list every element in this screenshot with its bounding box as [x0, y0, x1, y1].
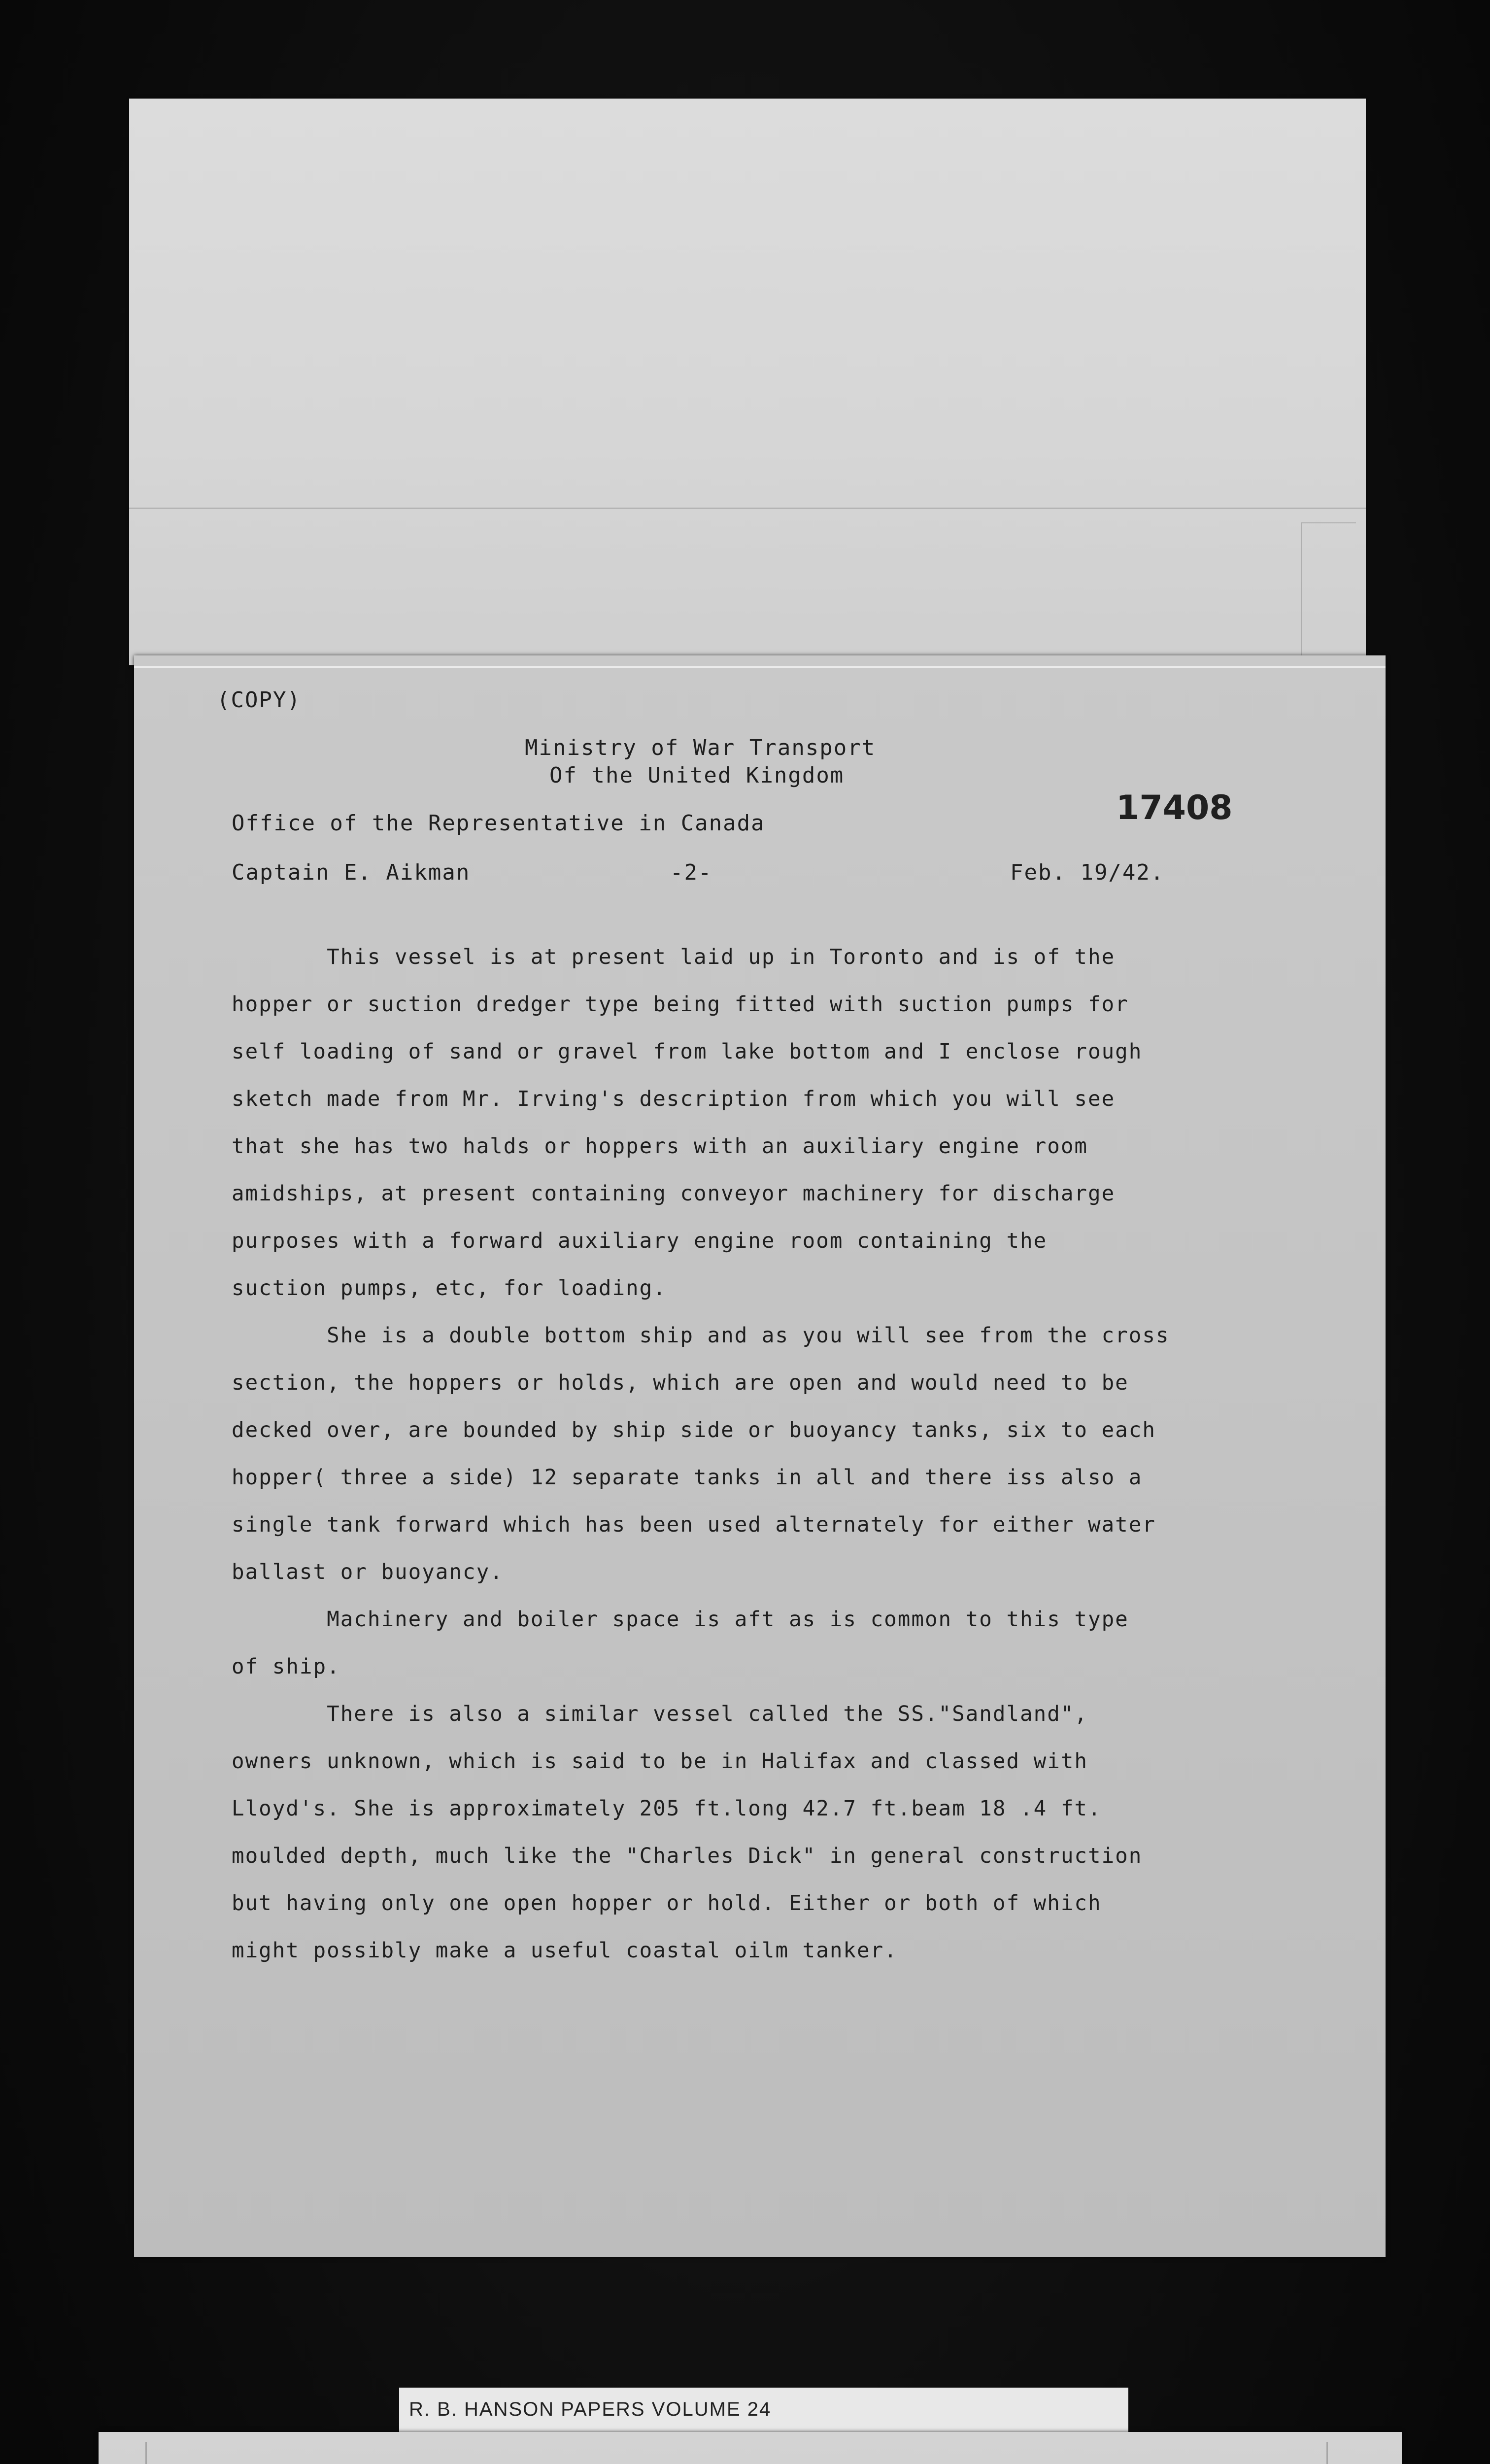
archive-stamp-card: [99, 2432, 1402, 2464]
body-line: owners unknown, which is said to be in Halifax and classed with: [232, 1749, 1088, 1774]
collection-label: R. B. HANSON PAPERS VOLUME 24: [409, 2398, 772, 2420]
body-line: hopper( three a side) 12 separate tanks in all and there iss also a: [232, 1466, 1143, 1490]
letter-body: [232, 934, 1170, 1975]
card-left-margin: [99, 2442, 147, 2464]
top-blank-sheet: [129, 99, 1366, 665]
body-line: decked over, are bounded by ship side or buoyancy tanks, six to each: [232, 1418, 1156, 1442]
body-line: might possibly make a useful coastal oilm tanker.: [232, 1939, 898, 1963]
file-number-stamp: 17408: [1116, 788, 1233, 827]
body-line: moulded depth, much like the "Charles Dick" in general construction: [232, 1844, 1143, 1868]
body-line: Machinery and boiler space is aft as is common to this type: [232, 1608, 1129, 1632]
body-line: single tank forward which has been used alternately for either water: [232, 1513, 1156, 1537]
body-line: of ship.: [232, 1655, 340, 1679]
letter-recipient: Captain E. Aikman: [232, 860, 471, 885]
body-line: sketch made from Mr. Irving's description from which you will see: [232, 1087, 1116, 1111]
card-right-margin: [1326, 2442, 1402, 2464]
letter-date: Feb. 19/42.: [1010, 860, 1165, 885]
body-line: There is also a similar vessel called the SS."Sandland",: [232, 1702, 1088, 1726]
collection-label-strip: [399, 2388, 1128, 2434]
copy-mark: (COPY): [217, 687, 301, 713]
body-line: She is a double bottom ship and as you will see from the cross: [232, 1324, 1170, 1348]
letterhead-country: Of the United Kingdom: [549, 763, 845, 788]
body-line: section, the hoppers or holds, which are open and would need to be: [232, 1371, 1129, 1395]
letterhead-office: Office of the Representative in Canada: [232, 811, 765, 836]
sheet-tab-edge: [1301, 522, 1356, 657]
letter-top-edge: [134, 666, 1386, 668]
body-line: suction pumps, etc, for loading.: [232, 1276, 667, 1300]
body-line: Lloyd's. She is approximately 205 ft.long 42.7 ft.beam 18 .4 ft.: [232, 1797, 1102, 1821]
body-line: ballast or buoyancy.: [232, 1560, 504, 1584]
body-line: but having only one open hopper or hold. Either or both of which: [232, 1891, 1102, 1916]
body-line: amidships, at present containing conveyor machinery for discharge: [232, 1182, 1116, 1206]
body-line: purposes with a forward auxiliary engine room containing the: [232, 1229, 1048, 1253]
letterhead-ministry: Ministry of War Transport: [525, 735, 876, 760]
sheet-fold-crease: [129, 508, 1366, 509]
body-line: hopper or suction dredger type being fitted with suction pumps for: [232, 992, 1129, 1017]
body-line: This vessel is at present laid up in Toronto and is of the: [232, 945, 1116, 969]
body-line: self loading of sand or gravel from lake bottom and I enclose rough: [232, 1040, 1143, 1064]
page-number: -2-: [670, 860, 712, 885]
body-line: that she has two halds or hoppers with an auxiliary engine room: [232, 1134, 1088, 1159]
